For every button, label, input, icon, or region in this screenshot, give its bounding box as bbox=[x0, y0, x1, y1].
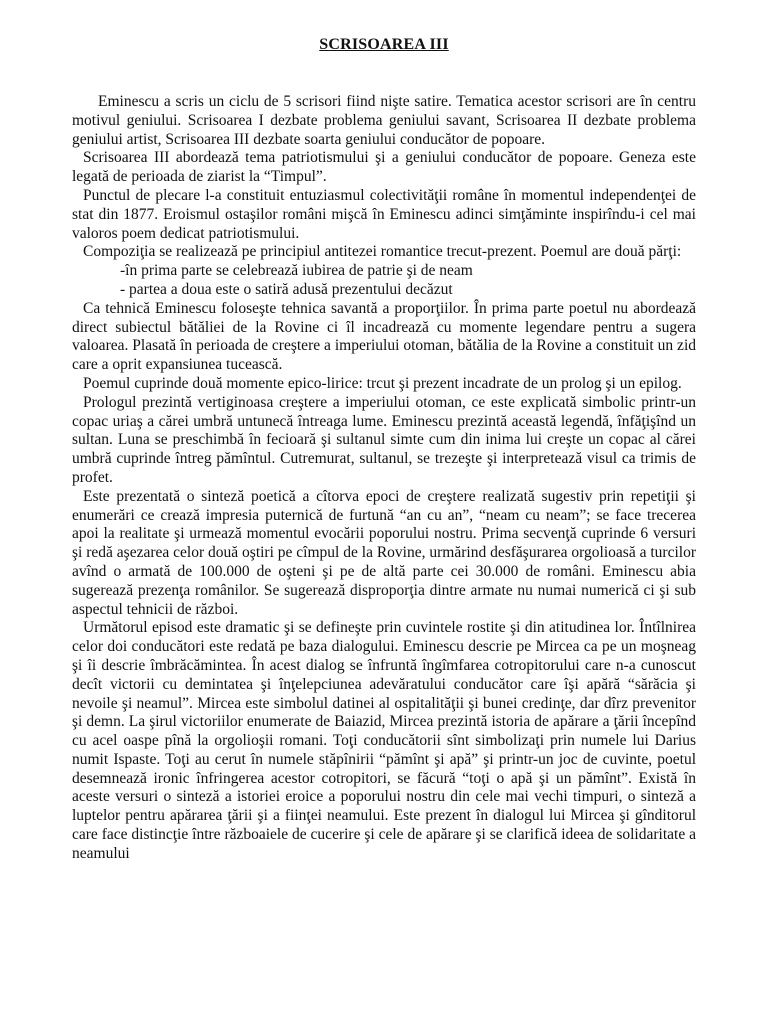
list-item-part-two: - partea a doua este o satiră adusă prezentului decăzut bbox=[120, 280, 453, 298]
paragraph-origin: Punctul de plecare l-a constituit entuziasmul colectivităţii române în momentul independenţei de stat din 1877. Eroismul ostaşilor români mişcă în Eminescu adinci simţăminte inspirîndu-i cel mai valoros poem dedicat patriotismului. bbox=[72, 186, 696, 242]
document-title: SCRISOAREA III bbox=[319, 36, 449, 53]
paragraph-intro: Eminescu a scris un ciclu de 5 scrisori fiind nişte satire. Tematica acestor scrisori are în centru motivul geniului. Scrisoarea I dezbate problema geniului savant, Scrisoarea II dezbate problema geniului artist, Scrisoarea III dezbate soarta geniului conducător de popoare. bbox=[72, 93, 696, 148]
paragraph-composition: Compoziţia se realizează pe principiul antitezei romantice trecut-prezent. Poemul are două părţi: bbox=[83, 243, 682, 261]
paragraph-prologue: Prologul prezintă vertiginoasa creştere a imperiului otoman, ce este explicată simbolic printr-un copac uriaş a cărei umbră untunecă întreaga lume. Eminescu prezintă această legendă, înfăţişînd un sultan. Luna se preschimbă în fecioară şi sultanul simte cum din inima lui creşte un copac al cărei umbră cuprinde întreg pămîntul. Cutremurat, sultanul, se trezeşte şi interpretează visul ca trimis de profet. bbox=[72, 393, 696, 486]
paragraph-synthesis: Este prezentată o sinteză poetică a cîtorva epoci de creştere realizată sugestiv prin repetiţii şi enumerări ce crează impresia puternică de furtună “an cu an”, “neam cu neam”; se face trecerea apoi la realitate şi urmează momentul evocării poporului nostru. Prima secvenţă cuprinde 6 versuri şi redă aşezarea celor două oştiri pe cîmpul de la Rovine, urmărind desfăşurarea orgolioasă a turcilor avînd o armată de 100.000 de oşteni şi pe de altă parte cei 30.000 de români. Eminescu abia sugerează prezenţa românilor. Se sugerează disproporţia dintre armate nu numai numerică ci şi sub aspectul tehnicii de război. bbox=[72, 487, 696, 618]
paragraph-dialogue: Următorul episod este dramatic şi se defineşte prin cuvintele rostite şi din atitudinea lor. Întîlnirea celor doi conducători este redată pe baza dialogului. Eminescu descrie pe Mircea ca pe un moşneag şi îi descrie îmbrăcămintea. În acest dialog se înfruntă îngîmfarea cotropitorului care n-a cunoscut decît victorii cu demintatea şi înţelepciunea adevăratului conducător care îşi apără “sărăcia şi nevoile şi neamul”. Mircea este simbolul datinei al ospitalităţii şi bunei credinţe, dar dîrz prevenitor şi demn. La şirul victoriilor enumerate de Baiazid, Mircea prezintă istoria de apărare a ţării începînd cu acel oaspe pînă la orgolioşii romani. Toţi conducătorii sînt simbolizaţi prin numele lui Darius numit Ispaste. Toţi au cerut în numele stăpînirii “pămînt şi apă” şi printr-un joc de cuvinte, poetul desemnează ironic înfringerea acestor cotropitori, se făcură “toţi o apă şi un pămînt”. Există în aceste versuri o sinteză a istoriei eroice a poporului nostru din cele mai vechi timpuri, o sinteză a luptelor pentru apărarea ţării şi a fiinţei neamului. Este prezent în dialogul lui Mircea şi gînditorul care face distincţie între războaiele de cucerire şi cele de apărare şi se clarifică ideea de solidaritate a neamului bbox=[72, 619, 696, 862]
document-body bbox=[72, 93, 696, 864]
paragraph-theme: Scrisoarea III abordează tema patriotismului şi a geniului conducător de popoare. Geneza este legată de perioada de ziarist la “Timpul”. bbox=[72, 149, 696, 186]
list-item-part-one: -în prima parte se celebrează iubirea de patrie şi de neam bbox=[120, 262, 473, 280]
paragraph-technique: Ca tehnică Eminescu foloseşte tehnica savantă a proporţiilor. În prima parte poetul nu abordează direct subiectul bătăliei de la Rovine ci îl incadrează cu momente legendare pentru a sugera valoarea. Plasată în perioada de creştere a imperiului otoman, bătălia de la Rovine a constituit un zid care a oprit expansiunea tucească. bbox=[72, 299, 696, 374]
paragraph-structure: Poemul cuprinde două momente epico-lirice: trcut şi prezent incadrate de un prolog şi un epilog. bbox=[83, 374, 682, 392]
